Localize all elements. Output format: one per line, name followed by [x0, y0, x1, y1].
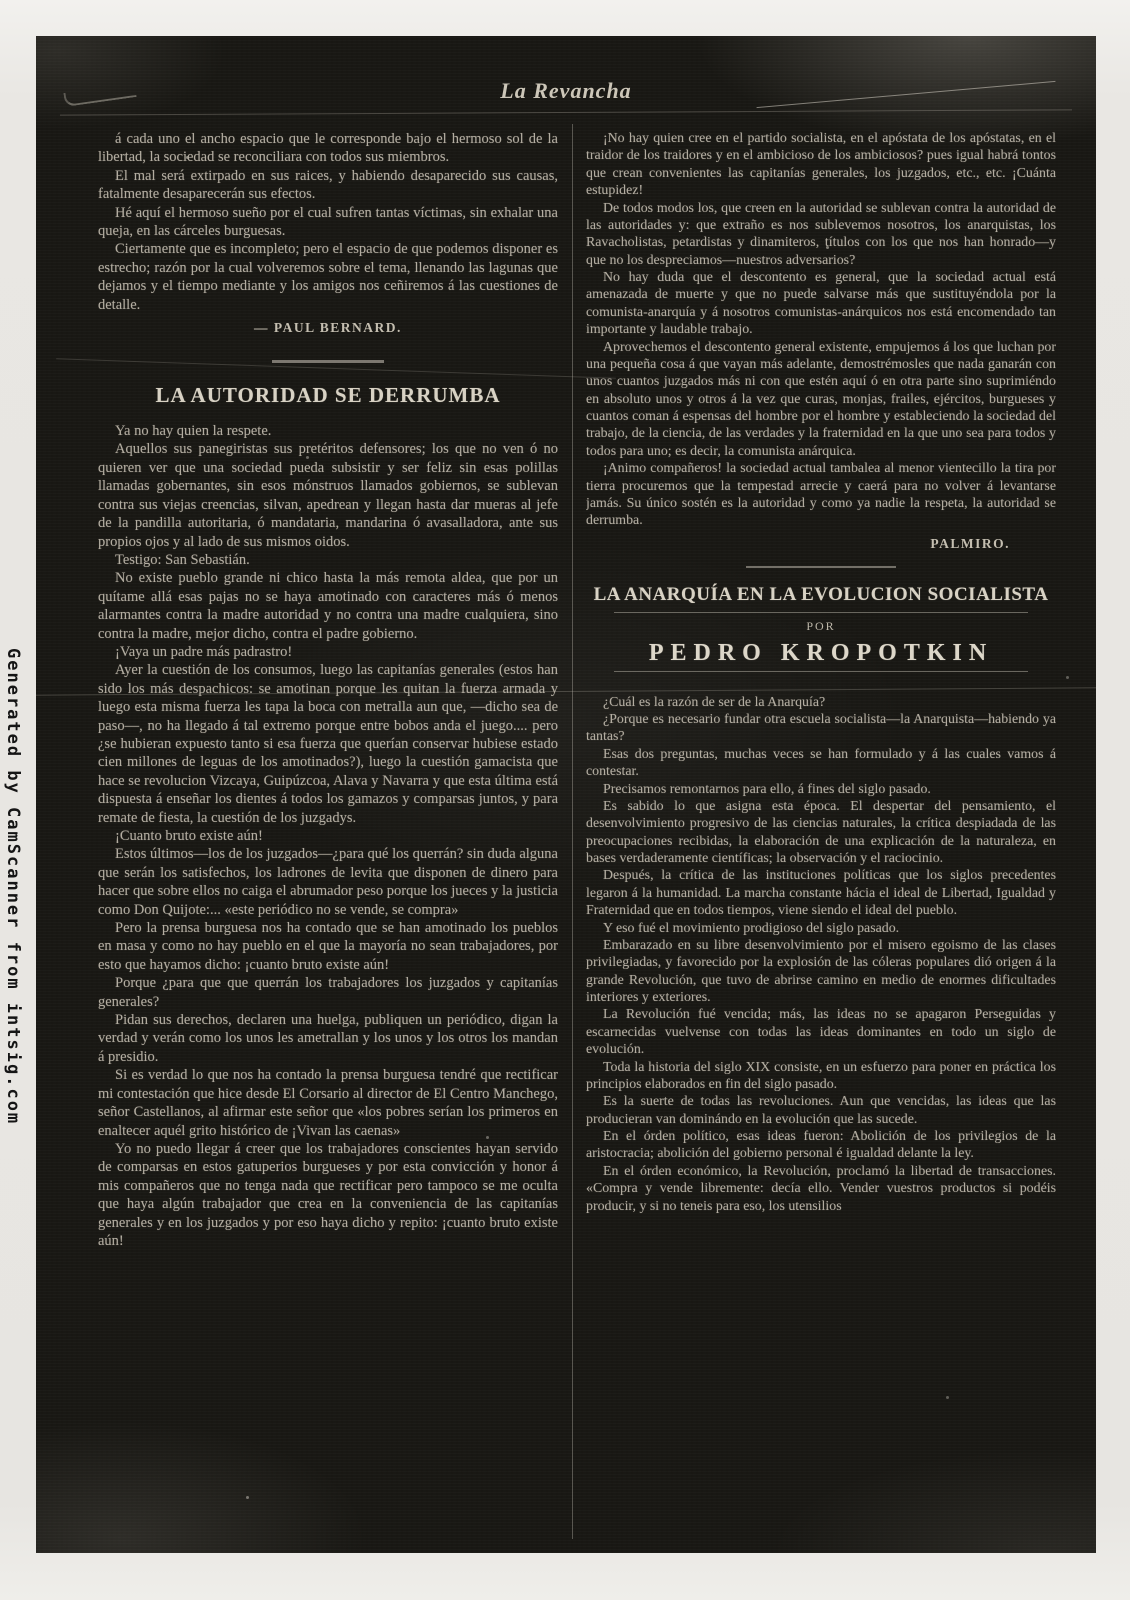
article-headline: LA ANARQUÍA EN LA EVOLUCION SOCIALISTA	[593, 583, 1049, 605]
paragraph-list	[98, 130, 558, 314]
paragraph: Ayer la cuestión de los consumos, luego las capitanías generales (estos han sido los más despachicos: se amotinan porque les quitan la fuerza armada y luego esta misma fuerza les tapa la boca con metralla aun que, —dicho sea de paso—, no ha llegado á tal extremo porque entre bobos anda el juego.... pero ¿se hubieran expuesto tanto si esa fuerza que querían conservar hubiese estado cien millones de leguas de los amotinados?), luego la cuestión gamacista que hace se revolucion Vizcaya, Guipúzcoa, Alava y Navarra y que esta última está dispuesta á enseñar los dientes á todos los gamazos y comparsas juntos, y para remate de fiesta, la cuestión de los juzgadys.	[98, 662, 558, 826]
paragraph: Si es verdad lo que nos ha contado la prensa burguesa tendré que rectificar mi contestación que hice desde El Corsario al director de El Centro Manchego, señor Castellanos, al afirmar este señor que «los pobres serían los primeros en enaltecer aquél grito histórico de ¡Vivan las caenas»	[98, 1067, 558, 1139]
paragraph: Aprovechemos el descontento general existente, empujemos á los que luchan por una pequeña cosa á que vayan más adelante, demostrémosles que nada ganarán con unos cuantos juzgados más ni con que estén aquí ó en otra parte sino suprimiéndo en absoluto unos y otros á la vez que curas, monjas, frailes, ejércitos, burgueses y cuantos coman á espensas del hombre por el hombre y estableciendo la sociedad del trabajo, de la ciencia, de las verdades y la fraternidad en la que uno sea para todos y todos para uno; es decir, la comunista anárquica.	[586, 339, 1056, 459]
paragraph: Aquellos sus panegiristas sus pretéritos defensores; los que no ven ó no quieren ver que una sociedad pueda subsistir y ser feliz sin esas polillas llamadas gobernantes, sin esos mónstruos llamados gobiernos, se sublevan contra sus viejas creencias, silvan, apedrean y llegan hasta dar mueras al jefe de la pandilla autoritaria, ó mandataria, mandarina ó avasalladora, ante sus propios ojos y al lado de sus mismos oidos.	[98, 441, 558, 550]
paragraph: ¿Porque es necesario fundar otra escuela socialista—la Anarquista—habiendo ya tantas?	[586, 712, 1056, 745]
article-paul-bernard	[98, 130, 558, 336]
byline-label: POR	[806, 618, 836, 633]
paragraph: Estos últimos—los de los juzgados—¿para qué los querrán? sin duda alguna que serán los satisfechos, los ladrones de levita que disponen de dinero para hacer que sobre ellos no caiga el abrumador peso porque los jueces y la justicia como Don Quijote:... «este periódico no se vende, se compra»	[98, 846, 558, 918]
signature-palmiro: PALMIRO.	[930, 535, 1010, 551]
paragraph: ¡Cuanto bruto existe aún!	[115, 828, 263, 844]
paragraph: á cada uno el ancho espacio que le corresponde bajo el hermoso sol de la libertad, la sociedad se reconciliara con todos sus miembros.	[98, 131, 558, 166]
paragraph: Ciertamente que es incompleto; pero el espacio de que podemos disponer es estrecho; razón por la cual volveremos sobre el tema, llenando las lagunas que dejamos y el tiempo mediante y los amigos nos ceñiremos á las cuestiones de detalle.	[98, 241, 558, 313]
paragraph: Embarazado en su libre desenvolvimiento por el misero egoismo de las clases privilegiadas, y favorecido por la explosión de las cóleras populares dió origen á la grande Revolución, que tuvo de abrirse camino en medio de enormes dificultades interiores y exteriores.	[586, 937, 1056, 1005]
section-separator	[272, 360, 384, 363]
article-la-autoridad-se-derrumba	[98, 383, 558, 1250]
paragraph: En el órden económico, la Revolución, proclamó la libertad de transacciones. «Compra y vende libremente: decía ello. Vender vuestros productos si podéis producir, y si no teneis para eso, los utensilios	[586, 1163, 1056, 1214]
paragraph: Testigo: San Sebastián.	[115, 551, 250, 568]
paragraph-list	[586, 694, 1056, 1215]
paragraph: Toda la historia del siglo XIX consiste, en un esfuerzo para poner en práctica los principios elaborados en fin del siglo pasado.	[586, 1059, 1056, 1092]
paragraph: Precisamos remontarnos para ello, á fines del siglo pasado.	[603, 781, 931, 797]
headline-underline	[614, 612, 1028, 613]
scanned-newspaper-page	[36, 36, 1096, 1553]
paragraph: Es la suerte de todas las revoluciones. Aun que vencidas, las ideas que las producieran van dominándo en la evolución que las sucede.	[586, 1094, 1056, 1127]
paragraph: Pero la prensa burguesa nos ha contado que se han amotinado los pueblos en masa y como no hay pueblo en el que la mayoría no sean trabajadores, por esto que hayamos dicho: ¡cuanto bruto existe aún!	[98, 920, 558, 973]
article-headline: LA AUTORIDAD SE DERRUMBA	[155, 383, 501, 408]
columns-container	[98, 130, 1056, 1533]
column-left	[98, 130, 558, 1533]
article-kropotkin	[586, 566, 1056, 1215]
column-right	[586, 130, 1056, 1533]
paragraph: ¡Vaya un padre más padrastro!	[115, 643, 293, 660]
signature-paul-bernard: — PAUL BERNARD.	[254, 320, 402, 336]
paragraph: La Revolución fué vencida; más, las ideas no se apagaron Perseguidas y escarnecidas vuelvense con todas las ideas dominantes en todo un siglo de evolución.	[586, 1007, 1056, 1058]
article-continuation	[586, 130, 1056, 552]
paragraph: Pidan sus derechos, declaren una huelga, publiquen un periódico, digan la verdad y verán como los unos les ametrallan y los unos y los otros los mandan á presidio.	[98, 1012, 558, 1065]
camscanner-watermark: Generated by CamScanner from intsig.com	[3, 648, 23, 1126]
paragraph-list	[586, 130, 1056, 530]
paragraph-list	[98, 422, 558, 1250]
paragraph: ¡No hay quien cree en el partido socialista, en el apóstata de los apóstatas, en el traidor de los traidores y en el ambicioso de los ambiciosos? pues igual habrá tontos que crean convenientes las capitanías generales, los juzgados, etc., etc. ¡Cuánta estupidez!	[586, 131, 1056, 199]
paragraph: Yo no puedo llegar á creer que los trabajadores conscientes hayan servido de comparsas en estos gatuperios burgueses y por esta convicción y honor á mis compañeros que no tenga nada que rectificar pero tampoco se me oculta que haya algún trabajador que crea en la conveniencia de las capitanías generales y en los juzgados y por eso haya dicho y repito: ¡cuanto bruto existe aún!	[98, 1140, 558, 1249]
paragraph: ¿Cuál es la razón de ser de la Anarquía?	[603, 694, 826, 710]
masthead-rule	[60, 109, 1072, 115]
masthead-title: La Revancha	[500, 78, 632, 103]
paragraph: Hé aquí el hermoso sueño por el cual sufren tantas víctimas, sin exhalar una queja, en las cárceles burguesas.	[98, 204, 558, 240]
paragraph: Después, la crítica de las instituciones políticas que los siglos precedentes legaron á la humanidad. La marcha constante hácia el ideal de Libertad, Igualdad y Fraternidad que en todos tiempos, viene siendo el ideal del pueblo.	[586, 868, 1056, 919]
author-name: PEDRO KROPOTKIN	[648, 639, 994, 666]
section-separator	[746, 566, 896, 568]
paragraph: Porque ¿para que que querrán los trabajadores los juzgados y capitanías generales?	[98, 975, 558, 1010]
paragraph: En el órden político, esas ideas fueron: Abolición de los privilegios de la aristocracia; abolición del gobierno personal é igualdad delante la ley.	[586, 1129, 1056, 1162]
paragraph: ¡Animo compañeros! la sociedad actual tambalea al menor vientecillo la tira por tierra procuremos que la tempestad arrecie y caerá para no volver á levantarse jamás. Su único sostén es la autoridad y como ya nadie la respeta, la autoridad se derrumba.	[586, 461, 1056, 529]
paragraph: Es sabido lo que asigna esta época. El despertar del pensamiento, el desenvolvimiento progresivo de las ciencias naturales, la crítica despiadada de las preocupaciones recibidas, la elaboración de una explicación de la naturaleza, en bases verdaderamente científicas; la observación y el raciocinio.	[586, 798, 1056, 866]
paragraph: Ya no hay quien la respete.	[115, 423, 272, 440]
paragraph: De todos modos los, que creen en la autoridad se sublevan contra la autoridad de las autoridades y: que extraño es nos sublevemos nosotros, los anarquistas, los Ravacholistas, petardistas y dinamiteros, títulos con los que nos han honrado—y que no los despreciamos—nuestros adversarios?	[586, 200, 1056, 268]
paragraph: Esas dos preguntas, muchas veces se han formulado y á las cuales vamos á contestar.	[586, 746, 1056, 780]
author-underline	[614, 671, 1028, 672]
paragraph: Y eso fué el movimiento prodigioso del siglo pasado.	[603, 920, 900, 936]
paragraph: El mal será extirpado en sus raices, y habiendo desaparecido sus causas, fatalmente desaparecerán sus efectos.	[98, 167, 558, 203]
paragraph: No existe pueblo grande ni chico hasta la más remota aldea, que por un quítame allá esas pajas no se haya amotinado con caracteres más ó menos alarmantes contra la madre autoridad y no contra una madre cualquiera, sino contra la madre, mejor dicho, contra el padre gobierno.	[98, 570, 558, 642]
paragraph: No hay duda que el descontento es general, que la sociedad actual está amenazada de muerte y que no puede salvarse más que sustituyéndola por la comunista-anarquía y á nosotros comunistas-anárquicos nos está encomendado tan importante y laudable trabajo.	[586, 270, 1056, 338]
